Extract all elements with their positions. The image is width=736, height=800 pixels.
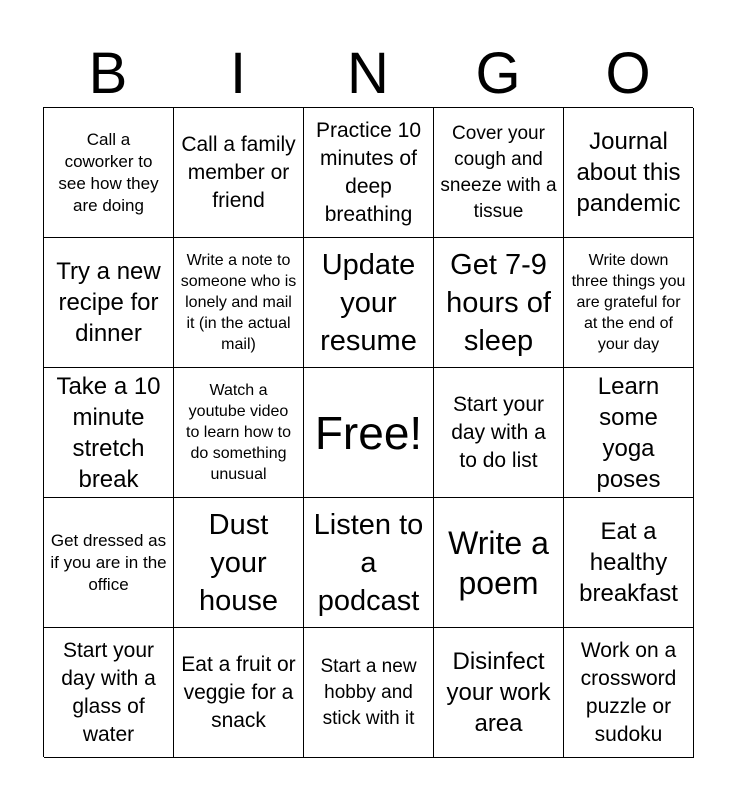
header-letter-i: I: [229, 41, 247, 106]
header-letter-b: B: [88, 41, 128, 106]
bingo-cell[interactable]: [564, 238, 694, 368]
cell-text: Take a 10 minute stretch break: [56, 372, 161, 493]
bingo-grid: [43, 107, 693, 757]
cell-text: Eat a healthy breakfast: [579, 518, 678, 607]
bingo-cell[interactable]: [304, 108, 434, 238]
cell-text: Journal about this pandemic: [576, 128, 681, 217]
bingo-cell[interactable]: [304, 628, 434, 758]
bingo-cell[interactable]: [304, 498, 434, 628]
cell-text: Watch a youtube video to learn how to do something unusual: [186, 382, 291, 483]
bingo-cell[interactable]: [174, 368, 304, 498]
bingo-cell[interactable]: [564, 108, 694, 238]
cell-text: Call a coworker to see how they are doing: [58, 129, 159, 215]
bingo-cell[interactable]: [44, 108, 174, 238]
bingo-cell[interactable]: [434, 628, 564, 758]
cell-text: Start your day with a to do list: [451, 392, 546, 472]
cell-text: Get 7-9 hours of sleep: [446, 248, 551, 357]
bingo-cell[interactable]: [434, 108, 564, 238]
cell-text: Try a new recipe for dinner: [56, 258, 161, 347]
bingo-cell[interactable]: [174, 238, 304, 368]
bingo-cell[interactable]: [44, 368, 174, 498]
cell-text: Write a note to someone who is lonely and mail it (in the actual mail): [180, 252, 297, 353]
cell-text: Free!: [314, 406, 423, 459]
bingo-cell[interactable]: [564, 368, 694, 498]
cell-text: Start a new hobby and stick with it: [320, 655, 417, 729]
header-letter-o: O: [605, 41, 651, 106]
bingo-cell[interactable]: [434, 238, 564, 368]
cell-text: Eat a fruit or veggie for a snack: [181, 652, 296, 732]
bingo-cell[interactable]: [174, 628, 304, 758]
cell-text: Practice 10 minutes of deep breathing: [315, 118, 422, 226]
cell-text: Dust your house: [198, 508, 278, 617]
header-letter-n: N: [347, 41, 389, 106]
cell-text: Update your resume: [320, 248, 417, 357]
bingo-cell[interactable]: [174, 108, 304, 238]
cell-text: Get dressed as if you are in the office: [50, 530, 167, 594]
bingo-cell[interactable]: [564, 498, 694, 628]
bingo-cell[interactable]: [174, 498, 304, 628]
bingo-cell-free[interactable]: [304, 368, 434, 498]
bingo-cell[interactable]: [44, 628, 174, 758]
bingo-cell[interactable]: [304, 238, 434, 368]
cell-text: Write a poem: [448, 524, 549, 601]
bingo-cell[interactable]: [44, 498, 174, 628]
header-letter-g: G: [475, 41, 521, 106]
cell-text: Work on a crossword puzzle or sudoku: [580, 638, 677, 746]
bingo-cell[interactable]: [44, 238, 174, 368]
cell-text: Learn some yoga poses: [596, 372, 661, 493]
bingo-cell[interactable]: [564, 628, 694, 758]
bingo-cell[interactable]: [434, 368, 564, 498]
cell-text: Write down three things you are grateful for at the end of your day: [571, 252, 686, 353]
cell-text: Listen to a podcast: [313, 508, 424, 617]
bingo-header: [43, 40, 693, 108]
cell-text: Call a family member or friend: [181, 132, 296, 212]
cell-text: Cover your cough and sneeze with a tissue: [440, 122, 557, 222]
bingo-cell[interactable]: [434, 498, 564, 628]
cell-text: Start your day with a glass of water: [61, 638, 156, 746]
cell-text: Disinfect your work area: [446, 648, 551, 737]
